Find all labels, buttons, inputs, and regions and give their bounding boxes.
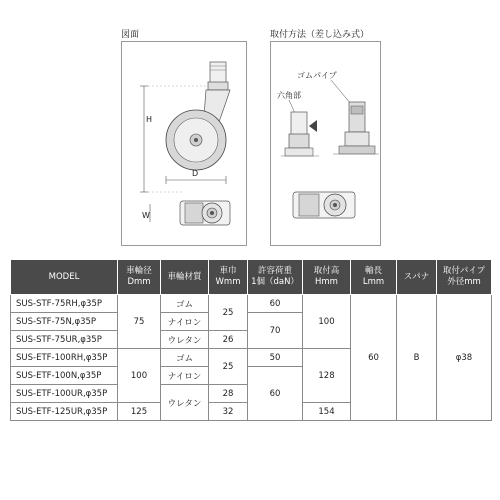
model-cell: SUS-ETF-100N,φ35P bbox=[11, 367, 118, 385]
material-cell: ゴム bbox=[161, 295, 209, 313]
header-spanner: スパナ bbox=[397, 260, 437, 295]
material-cell: ウレタン bbox=[161, 385, 209, 421]
height-cell: 128 bbox=[303, 349, 351, 403]
dim-w-label: W bbox=[142, 211, 150, 220]
width-cell: 26 bbox=[209, 331, 248, 349]
model-cell: SUS-STF-75RH,φ35P bbox=[11, 295, 118, 313]
table-row bbox=[11, 295, 492, 313]
model-cell: SUS-STF-75N,φ35P bbox=[11, 313, 118, 331]
load-cell: 60 bbox=[248, 367, 303, 421]
spanner-cell: B bbox=[397, 295, 437, 421]
header-row bbox=[11, 260, 492, 295]
dim-d-label: D bbox=[192, 169, 199, 178]
wheel-dia-cell: 100 bbox=[118, 349, 161, 403]
material-cell: ナイロン bbox=[161, 367, 209, 385]
dim-h-label: H bbox=[146, 115, 153, 124]
material-cell: ゴム bbox=[161, 349, 209, 367]
load-cell: 70 bbox=[248, 313, 303, 349]
drawing-caption: 図面 bbox=[121, 30, 140, 40]
width-cell: 25 bbox=[209, 295, 248, 331]
height-cell: 154 bbox=[303, 403, 351, 421]
header-width: 車巾 Wmm bbox=[209, 260, 248, 295]
model-cell: SUS-ETF-125UR,φ35P bbox=[11, 403, 118, 421]
install-drawing bbox=[271, 42, 380, 245]
wheel-dia-cell: 75 bbox=[118, 295, 161, 349]
header-material: 車輪材質 bbox=[161, 260, 209, 295]
model-cell: SUS-ETF-100RH,φ35P bbox=[11, 349, 118, 367]
material-cell: ウレタン bbox=[161, 331, 209, 349]
hex-label: 六角部 bbox=[277, 91, 301, 100]
header-wheel-dia: 車輪径 Dmm bbox=[118, 260, 161, 295]
header-axle: 軸長 Lmm bbox=[351, 260, 397, 295]
install-panel bbox=[270, 41, 381, 246]
header-load: 許容荷重 1個（daN） bbox=[248, 260, 303, 295]
header-height: 取付高 Hmm bbox=[303, 260, 351, 295]
wheel-dia-cell: 125 bbox=[118, 403, 161, 421]
height-cell: 100 bbox=[303, 295, 351, 349]
rubber-pipe-label: ゴムパイプ bbox=[297, 71, 337, 80]
header-model: MODEL bbox=[11, 260, 118, 295]
load-cell: 60 bbox=[248, 295, 303, 313]
spec-table bbox=[10, 259, 492, 421]
material-cell: ナイロン bbox=[161, 313, 209, 331]
install-caption: 取付方法（差し込み式） bbox=[270, 30, 370, 40]
caster-drawing bbox=[122, 42, 246, 245]
model-cell: SUS-ETF-100UR,φ35P bbox=[11, 385, 118, 403]
model-cell: SUS-STF-75UR,φ35P bbox=[11, 331, 118, 349]
width-cell: 28 bbox=[209, 385, 248, 403]
axle-cell: 60 bbox=[351, 295, 397, 421]
pipe-od-cell: φ38 bbox=[437, 295, 492, 421]
drawing-panel bbox=[121, 41, 247, 246]
load-cell: 50 bbox=[248, 349, 303, 367]
width-cell: 25 bbox=[209, 349, 248, 385]
header-pipe: 取付パイプ 外径mm bbox=[437, 260, 492, 295]
width-cell: 32 bbox=[209, 403, 248, 421]
